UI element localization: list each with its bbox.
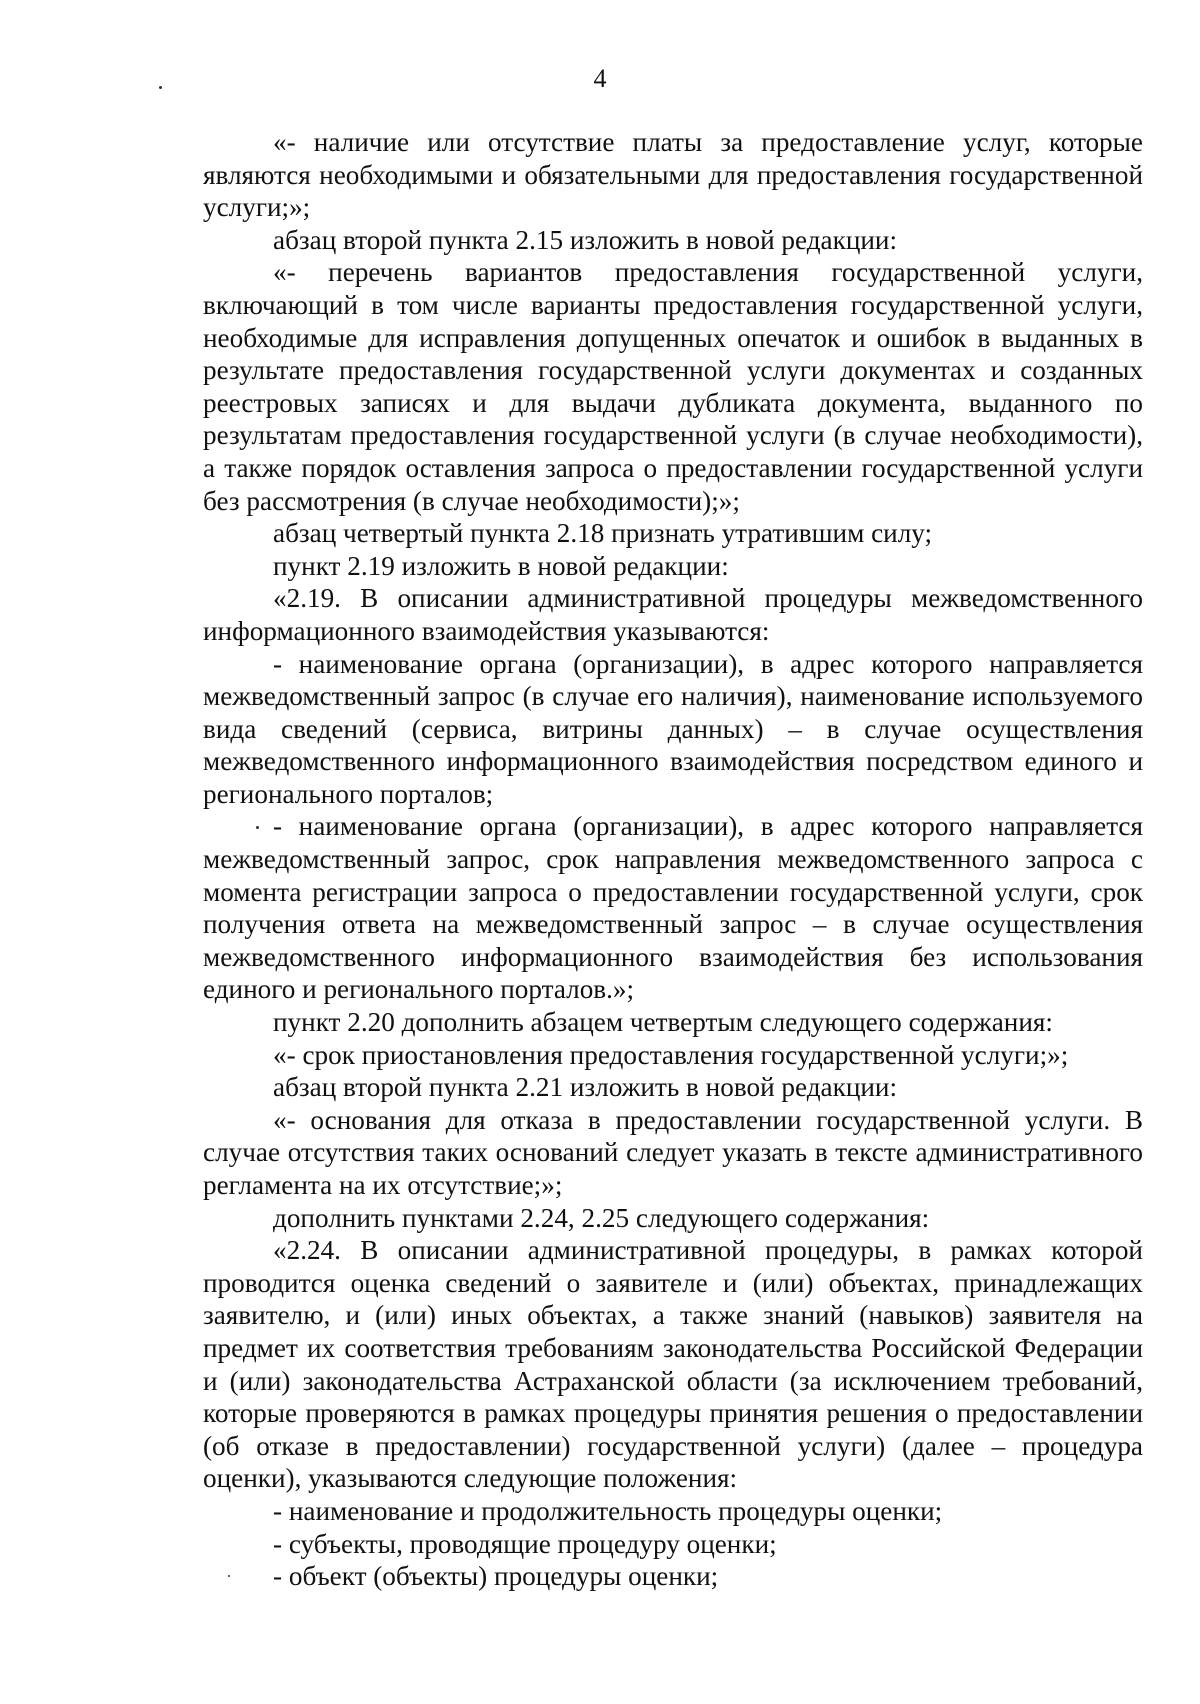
paragraph: «- основания для отказа в предоставлении государственной услуги. В случае отсутствия таких оснований следует указать в тексте административного регламента на их отсутствие;»;: [203, 1104, 1143, 1200]
scan-speck: [159, 86, 162, 89]
paragraph: абзац второй пункта 2.21 изложить в новой редакции:: [273, 1072, 898, 1103]
paragraph: - наименование органа (организации), в адрес которого направляется межведомственный запрос (в случае его наличия), наименование используемого вида сведений (сервиса, витрины данных) – в случае осуществления межведомственного информационного взаимодействия посредством единого и регионального порталов;: [203, 648, 1143, 809]
paragraph: - объект (объекты) процедуры оценки;: [273, 1561, 719, 1592]
paragraph: «- наличие или отсутствие платы за предоставление услуг, которые являются необходимыми и обязательными для предоставления государственной услуги;»;: [203, 127, 1143, 223]
paragraph: - наименование органа (организации), в адрес которого направляется межведомственный запрос, срок направления межведомственного запроса с момента регистрации запроса о предоставлении государственной услуги, срок получения ответа на межведомственный запрос – в случае осуществления межведомственного информационного взаимодействия без использования единого и регионального порталов.»;: [203, 811, 1143, 1005]
paragraph: пункт 2.20 дополнить абзацем четвертым следующего содержания:: [273, 1007, 1053, 1038]
paragraph: дополнить пунктами 2.24, 2.25 следующего содержания:: [273, 1202, 930, 1233]
document-body: [203, 126, 1143, 1593]
paragraph: «2.24. В описании административной процедуры, в рамках которой проводится оценка сведений о заявителе и (или) объектах, принадлежащих заявителю, и (или) иных объектах, а также знаний (навыков) заявителя на предмет их соответствия требованиям законодательства Российской Федерации и (или) законодательства Астраханской области (за исключением требований, которые проверяются в рамках процедуры принятия решения о предоставлении (об отказе в предоставлении) государственной услуги) (далее – процедура оценки), указываются следующие положения:: [203, 1235, 1143, 1494]
paragraph: «- срок приостановления предоставления государственной услуги;»;: [273, 1039, 1069, 1070]
paragraph: пункт 2.19 изложить в новой редакции:: [273, 550, 729, 581]
paragraph: «2.19. В описании административной процедуры межведомственного информационного взаимодействия указываются:: [203, 583, 1143, 646]
paragraph: «- перечень вариантов предоставления государственной услуги, включающий в том числе варианты предоставления государственной услуги, необходимые для исправления допущенных опечаток и ошибок в выданных в результате предоставления государственной услуги документах и созданных реестровых записях и для выдачи дубликата документа, выданного по результатам предоставления государственной услуги (в случае необходимости), а также порядок оставления запроса о предоставлении государственной услуги без рассмотрения (в случае необходимости);»;: [203, 257, 1143, 516]
paragraph: абзац второй пункта 2.15 изложить в новой редакции:: [273, 224, 898, 255]
page-number: 4: [593, 64, 607, 93]
paragraph: - наименование и продолжительность процедуры оценки;: [273, 1495, 943, 1526]
paragraph: - субъекты, проводящие процедуру оценки;: [273, 1528, 777, 1559]
paragraph: абзац четвертый пункта 2.18 признать утратившим силу;: [273, 518, 933, 549]
